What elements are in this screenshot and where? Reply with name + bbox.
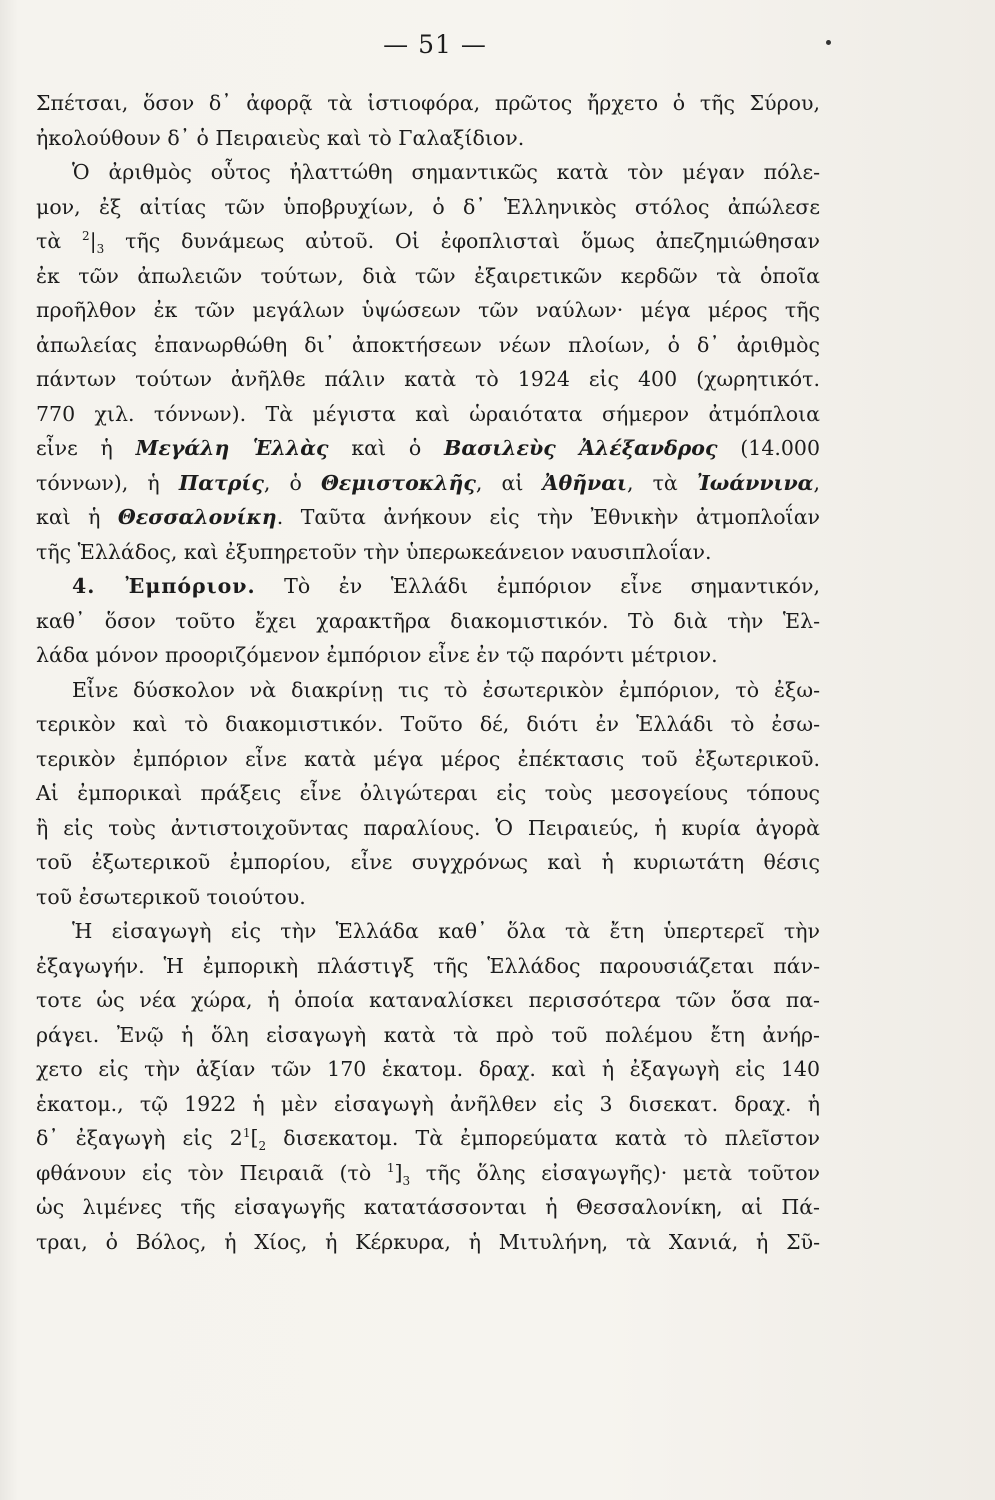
fraction-denominator: 2 [258,1139,267,1154]
ship-name: Μεγάλη Ἑλλὰς [135,436,329,460]
text-line: πάντων τούτων ἀνῆλθε πάλιν κατὰ τὸ 1924 εἰς 400 (χωρητικότ. [36,367,820,391]
text-line [36,1121,820,1156]
text-line: ὡς λιμένες τῆς εἰσαγωγῆς κατατάσσονται ἡ Θεσσαλονίκη, αἱ Πά- [36,1195,820,1219]
fraction-numerator: 1 [386,1160,395,1175]
text-line: τοῦ ἐσωτερικοῦ τοιούτου. [36,884,306,909]
text-run: τὰ [36,229,83,253]
text-run: δ᾽ ἐξαγωγὴ εἰς 2 [36,1126,243,1150]
text-line: χετο εἰς τὴν ἀξίαν τῶν 170 ἑκατομ. δραχ. καὶ ἡ ἐξαγωγὴ εἰς 140 [36,1057,820,1081]
text-line: τερικὸν ἐμπόριον εἶνε κατὰ μέγα μέρος ἐπέκτασις τοῦ ἐξωτερικοῦ. [36,746,820,771]
text-line: ἠκολούθουν δ᾽ ὁ Πειραιεὺς καὶ τὸ Γαλαξίδιον. [36,125,525,150]
text-line: προῆλθον ἐκ τῶν μεγάλων ὑψώσεων τῶν ναύλων· μέγα μέρος τῆς [36,298,820,322]
text-line: ἢ εἰς τοὺς ἀντιστοιχοῦντας παραλίους. Ὁ Πειραιεύς, ἡ κυρία ἀγορὰ [36,815,820,840]
text-line: τερικὸν καὶ τὸ διακομιστικόν. Τοῦτο δέ, διότι ἐν Ἑλλάδι τὸ ἐσω- [36,712,820,736]
text-line: ἐκ τῶν ἀπωλειῶν τούτων, διὰ τῶν ἐξαιρετικῶν κερδῶν τὰ ὁποῖα [36,263,820,288]
page-number: — 51 — [383,30,487,59]
text-line [36,466,820,501]
text-line [36,1156,820,1191]
text-line: λάδα μόνον προοριζόμενον ἐμπόριον εἶνε ἐν τῷ παρόντι μέτριον. [36,643,718,667]
text-line: 770 χιλ. τόννων). Τὰ μέγιστα καὶ ὡραιότατα σήμερον ἀτμόπλοια [36,401,820,426]
text-run: καὶ ὁ [328,436,444,460]
page-body [36,86,820,1259]
ship-name: Ἀθῆναι [542,470,627,495]
ink-speck [826,40,831,45]
text-line: τῆς Ἑλλάδος, καὶ ἐξυπηρετοῦν τὴν ὑπερωκεάνειον ναυσιπλοΐαν. [36,539,712,564]
text-run: , τὰ [626,470,697,495]
text-line: Ἡ εἰσαγωγὴ εἰς τὴν Ἑλλάδα καθ᾽ ὅλα τὰ ἔτη ὑπερτερεῖ τὴν [72,919,820,943]
text-run: εἶνε ἡ [36,436,136,460]
text-run: , ὁ [263,470,321,495]
text-line: τοῦ ἐξωτερικοῦ ἐμπορίου, εἶνε συγχρόνως καὶ ἡ κυριωτάτη θέσις [36,850,820,874]
fraction-denominator: 3 [96,242,105,257]
text-line: Εἶνε δύσκολον νὰ διακρίνῃ τις τὸ ἐσωτερικὸν ἐμπόριον, τὸ ἐξω- [72,677,820,702]
text-line: ἐξαγωγήν. Ἡ ἐμπορικὴ πλάστιγξ τῆς Ἑλλάδος παρουσιάζεται πάν- [36,953,820,978]
fraction-numerator: 2 [82,229,90,244]
text-line: Αἱ ἐμπορικαὶ πράξεις εἶνε ὀλιγώτεραι εἰς τοὺς μεσογείους τόπους [36,781,820,805]
text-run: δισεκατομ. Τὰ ἐμπορεύματα κατὰ τὸ πλεῖστον [266,1126,820,1150]
text-line: ράγει. Ἐνῷ ἡ ὅλη εἰσαγωγὴ κατὰ τὰ πρὸ τοῦ πολέμου ἔτη ἀνήρ- [36,1022,820,1047]
text-run: , [813,470,820,495]
text-run: Τὸ ἐν Ἑλλάδι ἐμπόριον εἶνε σημαντικόν, [255,574,820,598]
text-line: μον, ἐξ αἰτίας τῶν ὑποβρυχίων, ὁ δ᾽ Ἑλληνικὸς στόλος ἀπώλεσε [36,194,820,219]
text-line: ἀπωλείας ἐπανωρθώθη δι᾽ ἀποκτήσεων νέων πλοίων, ὁ δ᾽ ἀριθμὸς [36,332,820,357]
text-run: τόννων), ἡ [36,470,179,495]
text-run: τῆς δυνάμεως αὐτοῦ. Οἱ ἐφοπλισταὶ ὅμως ἀπεζημιώθησαν [104,229,821,253]
fraction-denominator: 3 [402,1173,411,1188]
fraction-bar: ] [394,1160,403,1185]
text-line: τραι, ὁ Βόλος, ἡ Χίος, ἡ Κέρκυρα, ἡ Μιτυλήνη, τὰ Χανιά, ἡ Σῦ- [36,1229,820,1254]
text-line [36,569,820,604]
text-line [36,500,820,535]
fraction-numerator: 1 [242,1126,251,1141]
text-line: Σπέτσαι, ὅσον δ᾽ ἀφορᾷ τὰ ἱστιοφόρα, πρῶτος ἤρχετο ὁ τῆς Σύρου, [36,91,820,115]
fraction-bar: [ [250,1126,259,1150]
text-run: , αἱ [475,470,543,495]
text-line: ἑκατομ., τῷ 1922 ἡ μὲν εἰσαγωγὴ ἀνῆλθεν εἰς 3 δισεκατ. δραχ. ἡ [36,1091,820,1116]
text-line [36,224,820,259]
text-run: τῆς ὅλης εἰσαγωγῆς)· μετὰ τοῦτον [410,1160,820,1185]
ship-name: Βασιλεὺς Ἀλέξανδρος [444,436,718,460]
ship-name: Ἰωάννινα [696,470,814,495]
text-line: Ὁ ἀριθμὸς οὗτος ἠλαττώθη σημαντικῶς κατὰ τὸν μέγαν πόλε- [72,160,820,184]
ship-name: Θεμιστοκλῆς [320,470,476,495]
fraction-bar: | [89,229,97,253]
text-run: (14.000 [717,436,821,460]
ship-name: Πατρίς [178,470,264,495]
ship-name: Θεσσαλονίκη [117,505,277,529]
text-run: . Ταῦτα ἀνήκουν εἰς τὴν Ἐθνικὴν ἀτμοπλοΐαν [276,505,820,529]
text-line: καθ᾽ ὅσον τοῦτο ἔχει χαρακτῆρα διακομιστικόν. Τὸ διὰ τὴν Ἑλ- [36,608,820,633]
section-heading: 4. Ἐμπόριον. [72,574,256,598]
text-run: φθάνουν εἰς τὸν Πειραιᾶ (τὸ [36,1160,387,1185]
text-line: τοτε ὡς νέα χώρα, ἡ ὁποία καταναλίσκει περισσότερα τῶν ὅσα πα- [36,988,820,1012]
text-run: καὶ ἡ [36,505,118,529]
text-line [36,431,820,466]
